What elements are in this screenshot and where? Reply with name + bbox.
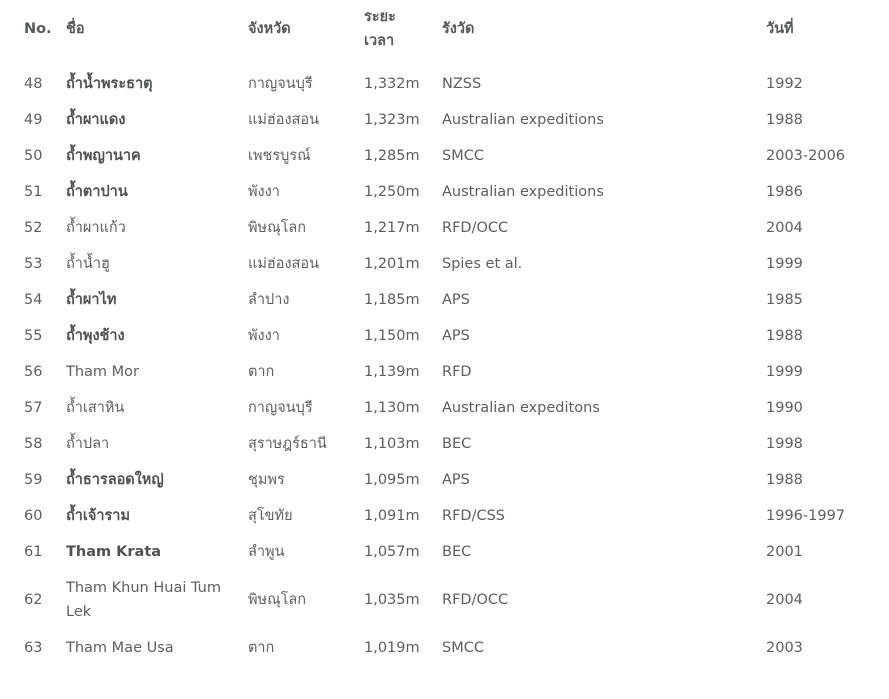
cell-length: 1,095m [364, 472, 420, 488]
cell-no: 61 [24, 544, 43, 560]
cell-name: Tham Mae Usa [66, 640, 174, 656]
cell-date: 1988 [766, 328, 803, 344]
cell-name: Tham Khun Huai Tum Lek [66, 580, 221, 620]
cell-length: 1,332m [364, 76, 420, 92]
cell-province: สุโขทัย [248, 508, 293, 524]
header-length-line1: ระยะ [364, 9, 396, 25]
cell-date: 1998 [766, 436, 803, 452]
cell-surveyor: Spies et al. [442, 256, 523, 272]
table-row [12, 462, 872, 498]
cell-surveyor: RFD [442, 364, 472, 380]
cell-length: 1,285m [364, 148, 420, 164]
cell-name: ถ้ำผาแดง [66, 112, 126, 128]
cell-no: 54 [24, 292, 43, 308]
cell-length: 1,217m [364, 220, 420, 236]
table-row [12, 102, 872, 138]
table-row [12, 246, 872, 282]
cell-surveyor: Australian expeditions [442, 112, 604, 128]
cell-name: ถ้ำน้ำพระธาตุ [66, 76, 153, 92]
cell-no: 62 [24, 592, 43, 608]
cell-surveyor: SMCC [442, 148, 484, 164]
cell-date: 2003-2006 [766, 148, 846, 164]
cell-province: ชุมพร [248, 472, 285, 488]
cell-date: 1988 [766, 472, 803, 488]
cell-name: ถ้ำผาไท [66, 292, 117, 308]
cell-province: ลำปาง [248, 292, 290, 308]
cell-length: 1,250m [364, 184, 420, 200]
cell-length: 1,035m [364, 592, 420, 608]
header-length [352, 0, 430, 56]
header-date: วันที่ [766, 21, 794, 37]
cell-no: 49 [24, 112, 43, 128]
cell-date: 1999 [766, 364, 803, 380]
cell-surveyor: BEC [442, 436, 472, 452]
header-surveyor: รังวัด [442, 21, 475, 37]
cell-surveyor: SMCC [442, 640, 484, 656]
cell-date: 2004 [766, 592, 803, 608]
cell-name: ถ้ำเจ้าราม [66, 508, 131, 524]
cell-name: Tham Krata [66, 544, 162, 560]
table-row [12, 498, 872, 534]
cell-name: ถ้ำพญานาค [66, 148, 141, 164]
cell-date: 1988 [766, 112, 803, 128]
cell-length: 1,091m [364, 508, 420, 524]
cell-province: พิษณุโลก [248, 220, 307, 236]
cell-province: เพชรบูรณ์ [248, 148, 311, 164]
table-row [12, 318, 872, 354]
cell-length: 1,150m [364, 328, 420, 344]
cell-date: 1986 [766, 184, 803, 200]
cell-date: 1996-1997 [766, 508, 846, 524]
cell-no: 63 [24, 640, 43, 656]
table-row [12, 354, 872, 390]
cell-length: 1,323m [364, 112, 420, 128]
cell-name: Tham Mor [66, 364, 140, 380]
cell-date: 2004 [766, 220, 803, 236]
cell-no: 55 [24, 328, 43, 344]
cell-province: กาญจนบุรี [248, 400, 313, 416]
cell-no: 58 [24, 436, 43, 452]
header-length-line2: เวลา [364, 33, 395, 49]
table-row [12, 570, 872, 630]
cell-name: ถ้ำพุงช้าง [66, 328, 125, 344]
table-row [12, 66, 872, 102]
cell-no: 60 [24, 508, 43, 524]
cell-length: 1,057m [364, 544, 420, 560]
cell-no: 48 [24, 76, 43, 92]
cell-length: 1,019m [364, 640, 420, 656]
table-row [12, 210, 872, 246]
cell-no: 50 [24, 148, 43, 164]
cell-date: 2001 [766, 544, 803, 560]
cell-surveyor: RFD/OCC [442, 592, 509, 608]
cell-surveyor: APS [442, 328, 470, 344]
header-no: No. [24, 21, 52, 37]
table-row [12, 282, 872, 318]
cell-surveyor: RFD/OCC [442, 220, 509, 236]
cell-no: 56 [24, 364, 43, 380]
spacer-row [12, 56, 872, 66]
cell-province: ลำพูน [248, 544, 285, 560]
cell-province: พังงา [248, 184, 280, 200]
cell-no: 59 [24, 472, 43, 488]
cell-no: 51 [24, 184, 43, 200]
table-row [12, 138, 872, 174]
cell-length: 1,130m [364, 400, 420, 416]
cell-length: 1,201m [364, 256, 420, 272]
cell-date: 1985 [766, 292, 803, 308]
cell-name: ถ้ำธารลอดใหญ่ [66, 472, 164, 488]
table-row [12, 426, 872, 462]
cell-no: 52 [24, 220, 43, 236]
header-province: จังหวัด [248, 21, 291, 37]
cell-surveyor: BEC [442, 544, 472, 560]
header-name: ชื่อ [66, 21, 85, 37]
cell-no: 53 [24, 256, 43, 272]
table-row [12, 630, 872, 666]
cell-surveyor: RFD/CSS [442, 508, 505, 524]
cell-province: พังงา [248, 328, 280, 344]
cell-surveyor: Australian expeditons [442, 400, 600, 416]
cell-date: 1990 [766, 400, 803, 416]
cell-name: ถ้ำน้ำฮู [66, 256, 110, 272]
cell-no: 57 [24, 400, 43, 416]
cell-length: 1,103m [364, 436, 420, 452]
cell-province: ตาก [248, 364, 275, 380]
cell-name: ถ้ำตาปาน [66, 184, 128, 200]
cell-surveyor: APS [442, 472, 470, 488]
table-row [12, 174, 872, 210]
cell-surveyor: NZSS [442, 76, 482, 92]
cell-province: แม่ฮ่องสอน [248, 256, 320, 272]
cell-name: ถ้ำเสาหิน [66, 400, 125, 416]
caves-table [12, 0, 872, 666]
cell-surveyor: APS [442, 292, 470, 308]
cell-province: กาญจนบุรี [248, 76, 313, 92]
header-row [12, 0, 872, 56]
cell-date: 1999 [766, 256, 803, 272]
cell-length: 1,139m [364, 364, 420, 380]
cell-province: สุราษฎร์ธานี [248, 436, 327, 452]
cell-date: 2003 [766, 640, 803, 656]
cell-province: พิษณุโลก [248, 592, 307, 608]
cell-name: ถ้ำปลา [66, 436, 110, 452]
cell-date: 1992 [766, 76, 803, 92]
cell-name: ถ้ำผาแก้ว [66, 220, 126, 236]
cell-length: 1,185m [364, 292, 420, 308]
cell-surveyor: Australian expeditions [442, 184, 604, 200]
cell-province: ตาก [248, 640, 275, 656]
table-row [12, 390, 872, 426]
cell-province: แม่ฮ่องสอน [248, 112, 320, 128]
table-row [12, 534, 872, 570]
